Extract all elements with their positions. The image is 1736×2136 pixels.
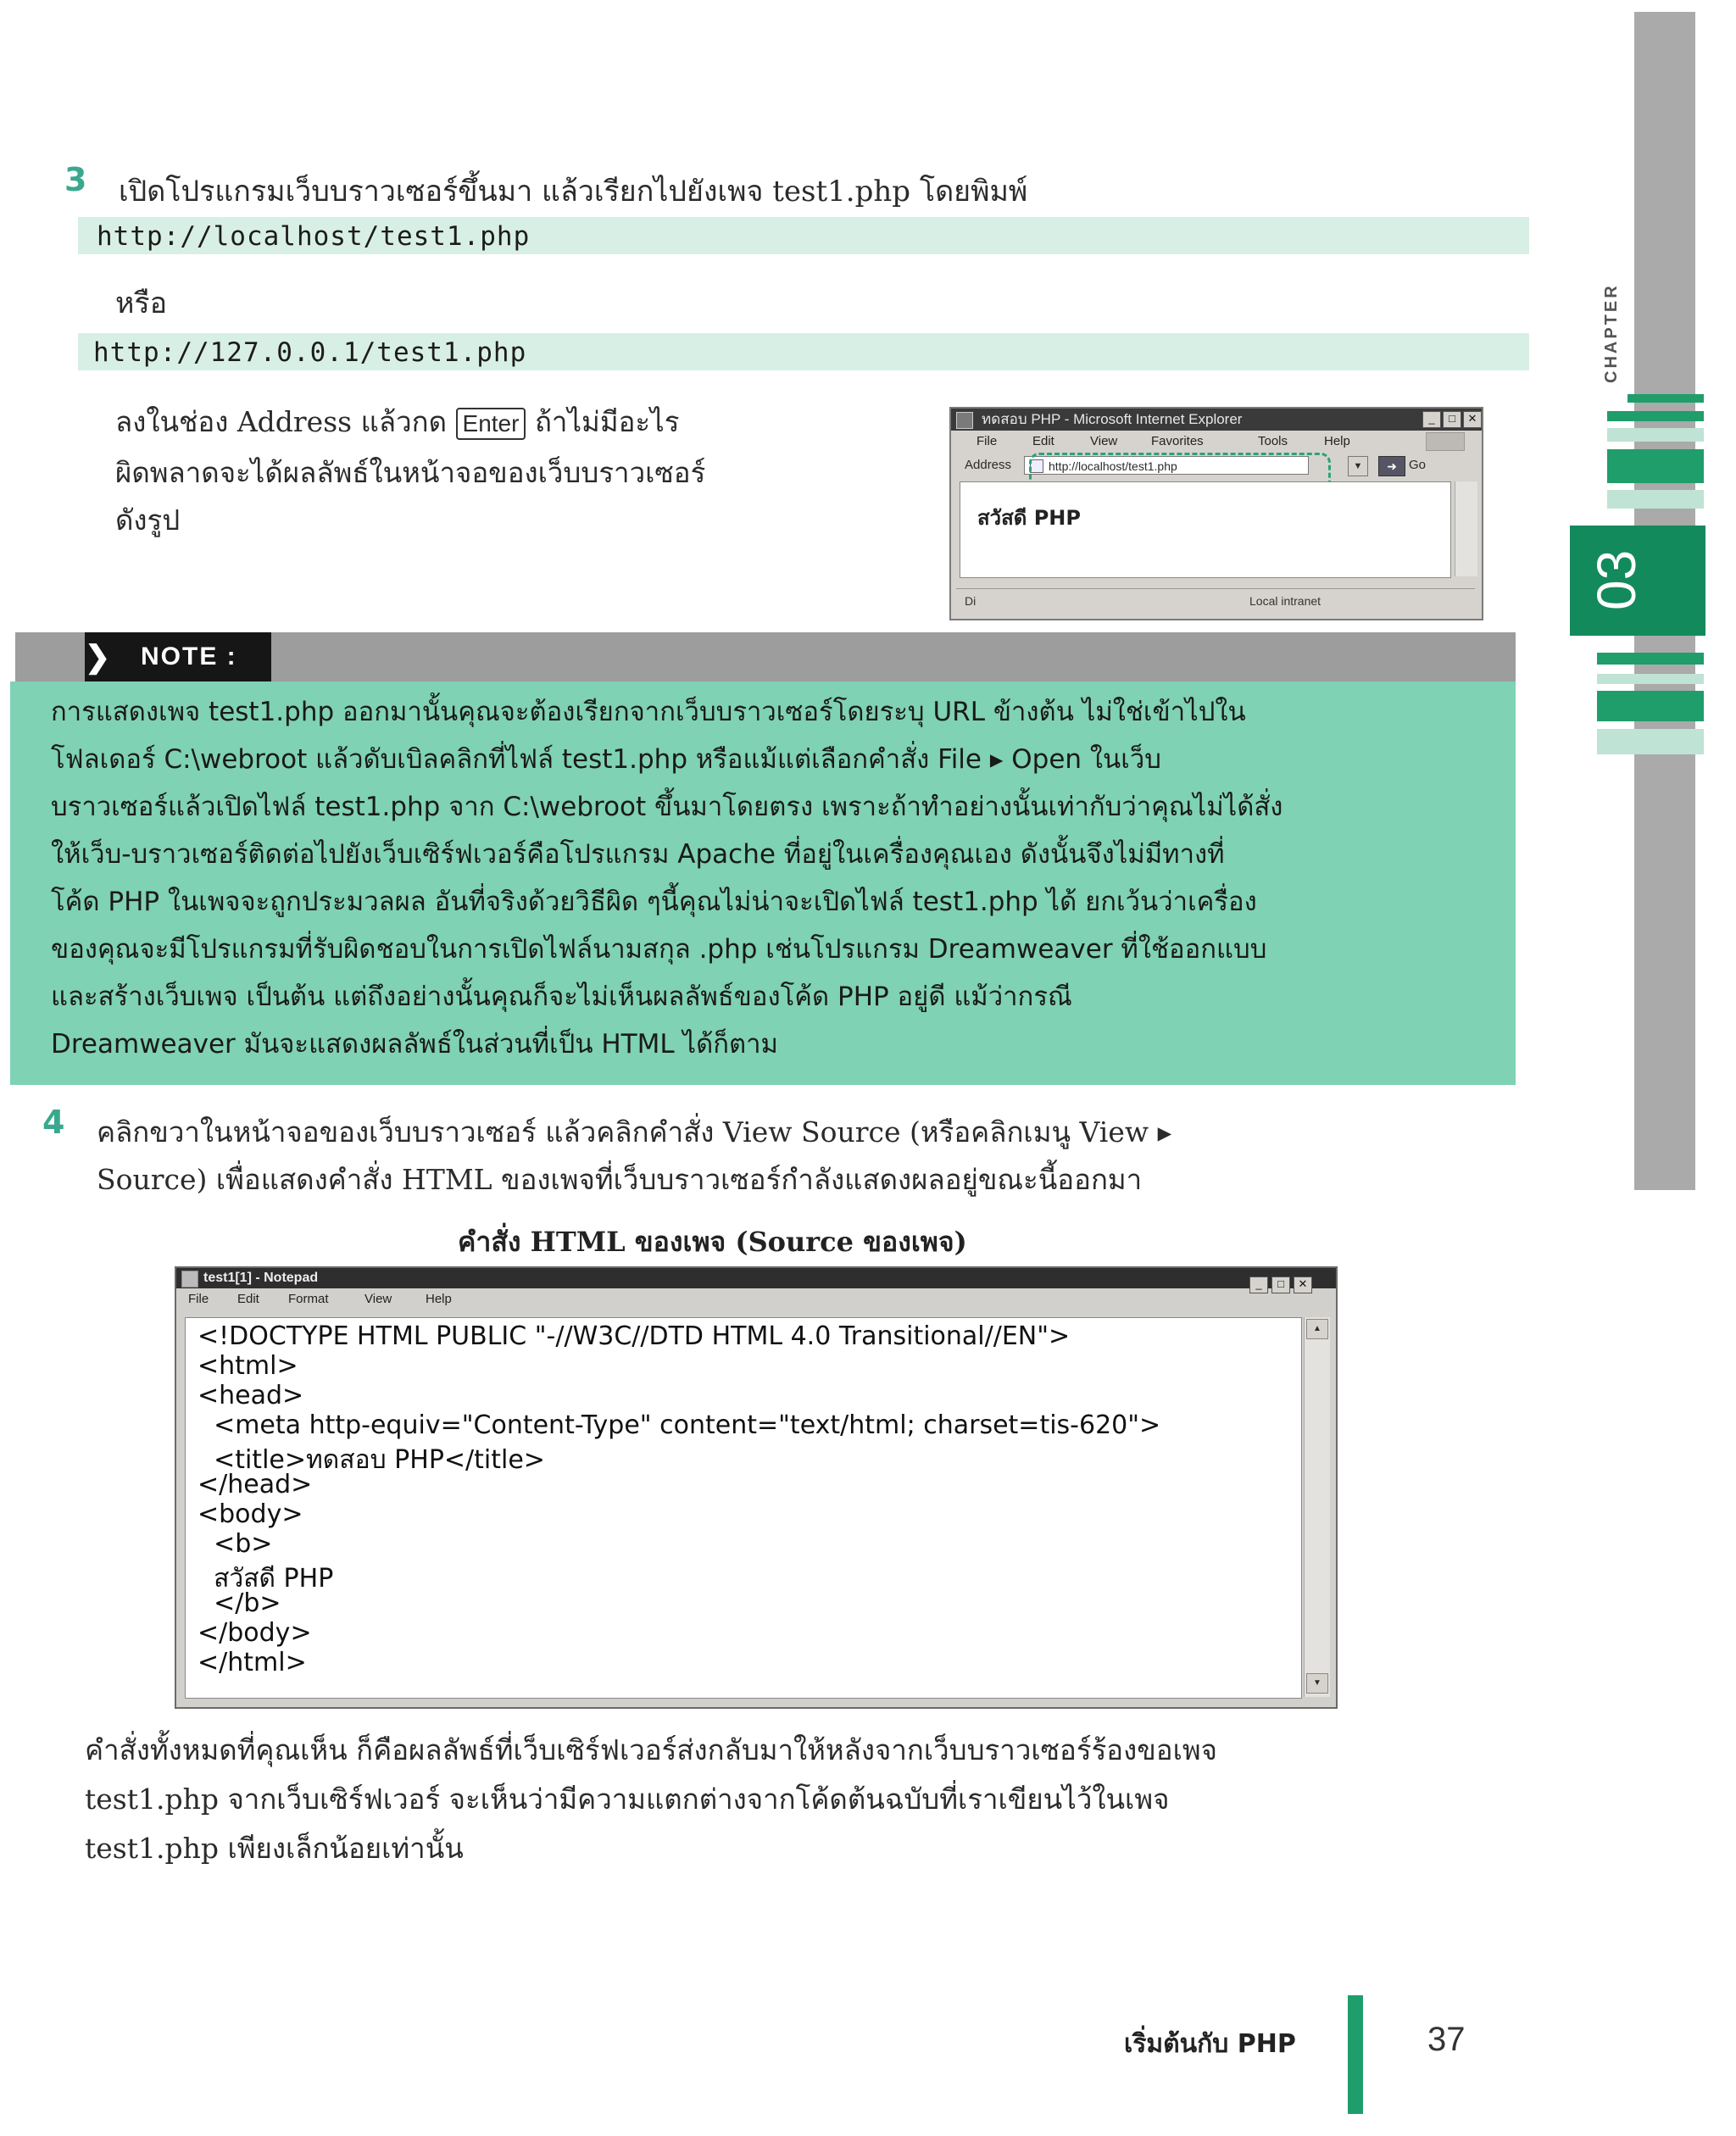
step-4-line-2: Source) เพื่อแสดงคำสั่ง HTML ของเพจที่เว็บบราวเซอร์กำลังแสดงผลอยู่ขณะนี้ออกมา <box>97 1163 1143 1196</box>
code-line: <meta http-equiv="Content-Type" content="text/html; charset=tis-620"> <box>198 1410 1161 1440</box>
chapter-stripe <box>1597 674 1704 684</box>
menu-format[interactable]: Format <box>288 1292 329 1306</box>
code-line: <head> <box>198 1381 304 1410</box>
url-localhost: http://localhost/test1.php <box>97 221 531 252</box>
go-button[interactable]: Go <box>1409 458 1427 472</box>
browser-title: ทดสอบ PHP - Microsoft Internet Explorer <box>982 411 1243 427</box>
note-line: Dreamweaver มันจะแสดงผลลัพธ์ในส่วนที่เป็น HTML ได้ก็ตาม <box>51 1029 778 1060</box>
code-line: <b> <box>198 1529 273 1559</box>
code-line: <title>ทดสอบ PHP</title> <box>198 1445 545 1475</box>
scroll-up-icon[interactable]: ▲ <box>1306 1319 1328 1339</box>
chapter-stripe <box>1597 729 1704 754</box>
menu-file[interactable]: File <box>188 1292 209 1306</box>
closing-line: test1.php จากเว็บเซิร์ฟเวอร์ จะเห็นว่ามีความแตกต่างจากโค้ดต้นฉบับที่เราเขียนไว้ในเพจ <box>85 1783 1170 1816</box>
note-line: บราวเซอร์แล้วเปิดไฟล์ test1.php จาก C:\webroot ขึ้นมาโดยตรง เพราะถ้าทำอย่างนั้นเท่ากับว่าคุณไม่ได้สั่ง <box>51 792 1283 822</box>
step-3-desc-line-3: ดังรูป <box>115 503 181 537</box>
step-3-desc-line-2: ผิดพลาดจะได้ผลลัพธ์ในหน้าจอของเว็บบราวเซอร์ <box>115 456 706 489</box>
menu-file[interactable]: File <box>976 434 998 448</box>
note-line: และสร้างเว็บเพจ เป็นต้น แต่ถึงอย่างนั้นคุณก็จะไม่เห็นผลลัพธ์ของโค้ด PHP อยู่ดี แม้ว่ากรณี <box>51 982 1072 1012</box>
chapter-stripe <box>1628 394 1704 403</box>
code-line: </html> <box>198 1648 307 1677</box>
note-tag-label: NOTE : <box>141 642 237 670</box>
chapter-stripe <box>1607 449 1704 483</box>
browser-content-text: สวัสดี PHP <box>977 506 1081 530</box>
step-3-number: 3 <box>64 161 87 198</box>
menu-view[interactable]: View <box>364 1292 392 1306</box>
chapter-stripe <box>1607 411 1704 421</box>
code-line: </b> <box>198 1588 281 1618</box>
enter-key: Enter <box>456 408 526 440</box>
menu-view[interactable]: View <box>1090 434 1118 448</box>
minimize-icon[interactable]: _ <box>1422 411 1441 428</box>
note-line: ให้เว็บ-บราวเซอร์ติดต่อไปยังเว็บเซิร์ฟเวอร์คือโปรแกรม Apache ที่อยู่ในเครื่องคุณเอง ดังนั้นจึงไม่มีทางที่ <box>51 839 1225 870</box>
notepad-window <box>175 1266 1338 1709</box>
notepad-menu-bar <box>176 1288 1336 1310</box>
chapter-stripe <box>1597 653 1704 665</box>
address-dropdown-icon[interactable]: ▼ <box>1348 456 1368 476</box>
code-line: </body> <box>198 1618 312 1648</box>
code-line: <body> <box>198 1499 303 1529</box>
menu-tools[interactable]: Tools <box>1258 434 1288 448</box>
go-arrow-icon[interactable]: ➜ <box>1378 456 1405 476</box>
chapter-stripe <box>1597 691 1704 721</box>
browser-scrollbar[interactable] <box>1455 481 1477 576</box>
chapter-number-box <box>1570 526 1705 636</box>
note-line: โค้ด PHP ในเพจจะถูกประมวลผล อันที่จริงด้วยวิธีผิด ๆนี้คุณไม่น่าจะเปิดไฟล์ test1.php ได้ ยกเว้นว่าเครื่อง <box>51 887 1257 917</box>
status-left: Di <box>965 594 976 608</box>
maximize-icon[interactable]: □ <box>1443 411 1461 428</box>
address-value: http://localhost/test1.php <box>1049 459 1177 473</box>
code-line: สวัสดี PHP <box>198 1564 334 1594</box>
address-label: Address <box>965 458 1012 472</box>
step-4-number: 4 <box>42 1104 65 1141</box>
note-line: ของคุณจะมีโปรแกรมที่รับผิดชอบในการเปิดไฟล์นามสกุล .php เช่นโปรแกรม Dreamweaver ที่ใช้ออกแบบ <box>51 934 1267 965</box>
notepad-title-bar <box>176 1268 1336 1288</box>
minimize-icon[interactable]: _ <box>1249 1277 1268 1293</box>
closing-line: คำสั่งทั้งหมดที่คุณเห็น ก็คือผลลัพธ์ที่เว็บเซิร์ฟเวอร์ส่งกลับมาให้หลังจากเว็บบราวเซอร์ร้องขอเพจ <box>85 1733 1217 1766</box>
chapter-number: 03 <box>1586 549 1647 610</box>
notepad-text-area[interactable] <box>185 1317 1302 1699</box>
footer-divider <box>1348 1995 1363 2114</box>
step-3-text: เปิดโปรแกรมเว็บบราวเซอร์ขึ้นมา แล้วเรียกไปยังเพจ test1.php โดยพิมพ์ <box>119 175 1028 209</box>
figure-caption: คำสั่ง HTML ของเพจ (Source ของเพจ) <box>458 1226 967 1258</box>
notepad-icon <box>181 1271 198 1288</box>
footer-book-title: เริ่มต้นกับ PHP <box>1124 2029 1296 2059</box>
notepad-title: test1[1] - Notepad <box>203 1271 319 1285</box>
desc-post: ถ้าไม่มีอะไร <box>534 405 680 438</box>
desc-pre: ลงในช่อง Address แล้วกด <box>115 405 448 438</box>
step-4-line-1: คลิกขวาในหน้าจอของเว็บบราวเซอร์ แล้วคลิกคำสั่ง View Source (หรือคลิกเมนู View ▸ <box>97 1115 1172 1149</box>
note-line: โฟลเดอร์ C:\webroot แล้วดับเบิลคลิกที่ไฟล์ test1.php หรือแม้แต่เลือกคำสั่ง File ▸ Open ในเว็บ <box>51 744 1161 775</box>
page-number: 37 <box>1427 2021 1466 2058</box>
chapter-stripe <box>1607 428 1704 442</box>
browser-content <box>960 481 1451 578</box>
close-icon[interactable]: ✕ <box>1294 1277 1312 1293</box>
browser-title-bar <box>951 409 1482 431</box>
url-band-1 <box>78 217 1529 254</box>
code-line: <html> <box>198 1351 298 1381</box>
maximize-icon[interactable]: □ <box>1271 1277 1290 1293</box>
chapter-label: CHAPTER <box>1602 283 1621 383</box>
menu-edit[interactable]: Edit <box>1032 434 1054 448</box>
closing-line: test1.php เพียงเล็กน้อยเท่านั้น <box>85 1832 464 1865</box>
menu-favorites[interactable]: Favorites <box>1151 434 1204 448</box>
menu-help[interactable]: Help <box>1324 434 1350 448</box>
code-line: <!DOCTYPE HTML PUBLIC "-//W3C//DTD HTML 4.0 Transitional//EN"> <box>198 1321 1071 1351</box>
url-band-2 <box>78 333 1529 370</box>
status-zone: Local intranet <box>1249 594 1321 608</box>
windows-logo-icon <box>1426 432 1465 451</box>
note-line: การแสดงเพจ test1.php ออกมานั้นคุณจะต้องเรียกจากเว็บบราวเซอร์โดยระบุ URL ข้างต้น ไม่ใช่เข้าไปใน <box>51 697 1246 727</box>
url-ip: http://127.0.0.1/test1.php <box>93 337 527 368</box>
browser-status-bar <box>956 588 1475 613</box>
notepad-scrollbar[interactable] <box>1304 1317 1330 1697</box>
scroll-down-icon[interactable]: ▼ <box>1306 1673 1328 1694</box>
browser-menu-bar <box>951 431 1482 453</box>
code-line: </head> <box>198 1470 313 1499</box>
or-text: หรือ <box>115 286 168 320</box>
menu-help[interactable]: Help <box>426 1292 452 1306</box>
note-body <box>10 681 1516 1085</box>
browser-window <box>949 407 1483 620</box>
ie-icon <box>956 412 973 429</box>
step-3-desc-line-1 <box>115 398 679 446</box>
chapter-stripe <box>1607 490 1704 509</box>
close-icon[interactable]: ✕ <box>1463 411 1482 428</box>
note-tag <box>85 632 271 681</box>
menu-edit[interactable]: Edit <box>237 1292 259 1306</box>
note-chevron-icon: ❯ <box>85 639 113 674</box>
